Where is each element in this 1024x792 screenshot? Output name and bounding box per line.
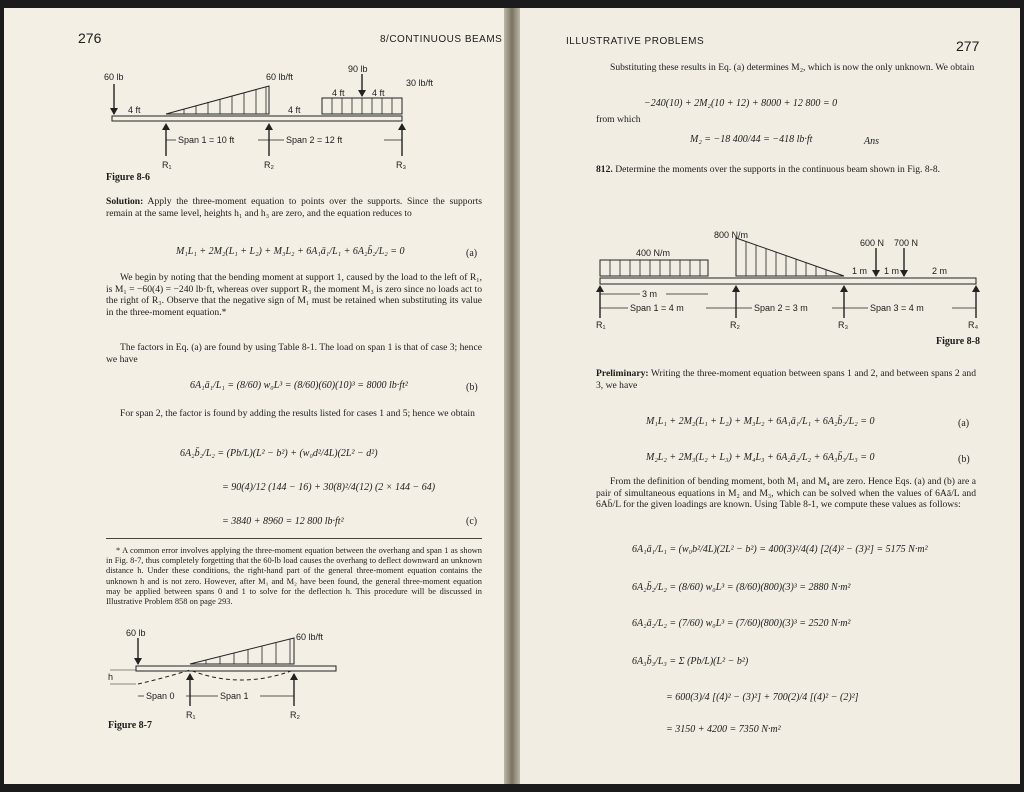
paragraph: The factors in Eq. (a) are found by using Table 8-1. The load on span 1 is that of case 3; hence we have <box>106 342 482 365</box>
beam <box>112 116 402 121</box>
equation-a: M₁L₁ + 2M₂(L₁ + L₂) + M₃L₂ + 6A₁ā₁/L₁ + 6A₂b̄₂/L₂ = 0 <box>646 416 875 427</box>
r1-label: R₁ <box>186 710 196 720</box>
beam <box>136 666 336 671</box>
dim-2m: 2 m <box>932 266 948 276</box>
r1-label: R₁ <box>596 320 606 330</box>
label-60lbft: 60 lb/ft <box>266 72 294 82</box>
support-arrow-icon <box>186 673 194 680</box>
dim-4ft-a: 4 ft <box>128 105 141 115</box>
support-arrow-icon <box>840 285 848 292</box>
footnote: * A common error involves applying the three-moment equation between the overhang and span 1 as shown in Fig. 8-7, thus completely forgetting that the 60-lb load causes the overhang to deflect downward an unknown distance h. Under these conditions, the right-hand part of the general three-moment equation contains the unknown h and is not zero. However, after M₁ and M₂ have been found, the general three-moment equation may be applied between spans 0 and 1 to solve for the deflection h. This procedure will be discussed in Illustrative Problem 858 on page 293. <box>106 546 482 607</box>
computation-1: 6A₁ā₁/L₁ = (w₀b²/4L)(2L² − b²) = 400(3)²/4(4) [2(4)² − (3)²] = 5175 N·m² <box>632 544 928 555</box>
deflection-curve <box>138 670 294 684</box>
equation-c1: 6A₂b̄₂/L₂ = (Pb/L)(L² − b²) + (w₀d²/4L)(2L² − d²) <box>180 448 378 459</box>
running-head: ILLUSTRATIVE PROBLEMS <box>566 36 705 47</box>
triangular-load <box>736 238 844 276</box>
equation-c2: = 90(4)/12 (144 − 16) + 30(8)²/4(12) (2 × 144 − 64) <box>222 482 436 493</box>
label-30lbft: 30 lb/ft <box>406 78 434 88</box>
label-60lb: 60 lb <box>104 72 124 82</box>
problem-text: Determine the moments over the supports in the continuous beam shown in Fig. 8-8. <box>615 164 941 175</box>
support-arrow-icon <box>265 123 273 130</box>
left-page <box>4 8 504 784</box>
figure-8-8 <box>596 224 986 334</box>
page-number: 276 <box>78 30 102 46</box>
arrow-head-icon <box>872 270 880 277</box>
preliminary-paragraph <box>596 368 976 391</box>
uniform-load <box>600 260 708 276</box>
problem-number: 812. <box>596 164 613 175</box>
computation-3: 6A₂ā₂/L₂ = (7/60) w₀L³ = (7/60)(800)(3)³ = 2520 N·m² <box>632 618 851 629</box>
r4-label: R₄ <box>968 320 979 330</box>
span1-label: Span 1 = 4 m <box>630 303 684 313</box>
footnote-rule <box>106 538 482 539</box>
computation-4: 6A₃b̄₃/L₃ = Σ (Pb/L)(L² − b²) <box>632 656 749 667</box>
equation-a-tag: (a) <box>466 248 478 259</box>
beam <box>600 278 976 284</box>
arrow-head-icon <box>110 108 118 115</box>
triangular-load <box>166 86 269 114</box>
label-90lb: 90 lb <box>348 64 368 74</box>
r3-label: R₃ <box>396 160 407 170</box>
dim-1m-b: 1 m <box>884 266 900 276</box>
computation-2: 6A₂b̄₂/L₂ = (8/60) w₀L³ = (8/60)(800)(3)³ = 2880 N·m² <box>632 582 851 593</box>
right-page <box>520 8 1020 784</box>
page-number: 277 <box>956 38 980 54</box>
h-label: h <box>108 672 114 682</box>
equation-2: M₂ = −18 400/44 = −418 lb·ft <box>690 134 813 145</box>
arrow-head-icon <box>900 270 908 277</box>
paragraph: We begin by noting that the bending moment at support 1, caused by the load to the left of R₁, is M₁ = −60(4) = −240 lb·ft, whereas over support R₃ the moment M₃ is zero since no loads act to the right of R₃. Observe that the negative sign of M₁ must be retained when substituting its value in the three-moment equation.* <box>106 272 482 318</box>
computation-6: = 3150 + 4200 = 7350 N·m² <box>666 724 781 735</box>
span3-label: Span 3 = 4 m <box>870 303 924 313</box>
dim-3m: 3 m <box>642 289 658 299</box>
equation-1: −240(10) + 2M₂(10 + 12) + 8000 + 12 800 = 0 <box>644 98 838 109</box>
span1-label: Span 1 = 10 ft <box>178 135 235 145</box>
figure-8-6 <box>104 64 464 182</box>
uniform-hatching <box>332 98 392 114</box>
solution-label: Solution: <box>106 196 144 207</box>
figure-caption: Figure 8-6 <box>106 172 150 183</box>
support-arrow-icon <box>732 285 740 292</box>
equation-b: 6A₁ā₁/L₁ = (8/60) w₀L³ = (8/60)(60)(10)³ = 8000 lb·ft² <box>190 380 408 391</box>
label-400Nm: 400 N/m <box>636 248 671 258</box>
equation-a-tag: (a) <box>958 418 970 429</box>
from-which: from which <box>596 114 641 125</box>
r2-label: R₂ <box>290 710 300 720</box>
r2-label: R₂ <box>730 320 740 330</box>
equation-b-tag: (b) <box>958 454 970 465</box>
support-arrow-icon <box>162 123 170 130</box>
support-arrow-icon <box>398 123 406 130</box>
figure-caption: Figure 8-8 <box>936 336 980 347</box>
support-arrow-icon <box>596 285 604 292</box>
label-700N: 700 N <box>894 238 919 248</box>
paragraph: For span 2, the factor is found by adding the results listed for cases 1 and 5; hence we obtain <box>120 408 475 419</box>
r3-label: R₃ <box>838 320 849 330</box>
label-600N: 600 N <box>860 238 885 248</box>
dim-4ft-b: 4 ft <box>288 105 301 115</box>
dim-1m-a: 1 m <box>852 266 868 276</box>
running-head: 8/CONTINUOUS BEAMS <box>380 34 503 45</box>
arrow-head-icon <box>358 90 366 97</box>
r2-label: R₂ <box>264 160 274 170</box>
solution-text: Apply the three-moment equation to points over the supports. Since the supports remain at the same level, heights h₁ and h₃ are zero, and the equation reduces to <box>106 196 482 219</box>
dim-4ft-c: 4 ft <box>332 88 345 98</box>
preliminary-text: Writing the three-moment equation between spans 1 and 2, and between spans 2 and 3, we have <box>596 368 976 391</box>
equation-c3: = 3840 + 8960 = 12 800 lb·ft² <box>222 516 344 527</box>
paragraph: From the definition of bending moment, both M₁ and M₄ are zero. Hence Eqs. (a) and (b) are a pair of simultaneous equations in M₂ and M₃, which can be solved when the values of 6Aā/L and 6Ab̄/L for the given loadings are known. Using Table 8-1, we compute these values as follows: <box>596 476 976 511</box>
load-hatching <box>184 87 266 114</box>
span0-label: Span 0 <box>146 691 175 701</box>
equation-c-tag: (c) <box>466 516 478 527</box>
span1-label: Span 1 <box>220 691 249 701</box>
book-gutter <box>504 8 520 784</box>
label-60lbft: 60 lb/ft <box>296 632 324 642</box>
arrow-head-icon <box>134 658 142 665</box>
solution-paragraph <box>106 196 482 219</box>
paragraph: Substituting these results in Eq. (a) determines M₂, which is now the only unknown. We obtain <box>610 62 975 73</box>
equation-b-tag: (b) <box>466 382 478 393</box>
span2-label: Span 2 = 12 ft <box>286 135 343 145</box>
answer-marker: Ans <box>864 136 879 147</box>
preliminary-label: Preliminary: <box>596 368 649 379</box>
figure-8-7 <box>100 626 370 726</box>
equation-b: M₂L₂ + 2M₃(L₂ + L₃) + M₄L₃ + 6A₂ā₂/L₂ + 6A₃b̄₃/L₃ = 0 <box>646 452 875 463</box>
span2-label: Span 2 = 3 m <box>754 303 808 313</box>
label-800Nm: 800 N/m <box>714 230 749 240</box>
r1-label: R₁ <box>162 160 172 170</box>
computation-5: = 600(3)/4 [(4)² − (3)²] + 700(2)/4 [(4)² − (2)²] <box>666 692 859 703</box>
label-60lb: 60 lb <box>126 628 146 638</box>
dim-4ft-d: 4 ft <box>372 88 385 98</box>
support-arrow-icon <box>972 285 980 292</box>
problem-statement <box>596 164 976 176</box>
support-arrow-icon <box>290 673 298 680</box>
figure-caption: Figure 8-7 <box>108 720 152 731</box>
equation-a: M₁L₁ + 2M₂(L₁ + L₂) + M₃L₂ + 6A₁ā₁/L₁ + 6A₂b̄₂/L₂ = 0 <box>176 246 405 257</box>
